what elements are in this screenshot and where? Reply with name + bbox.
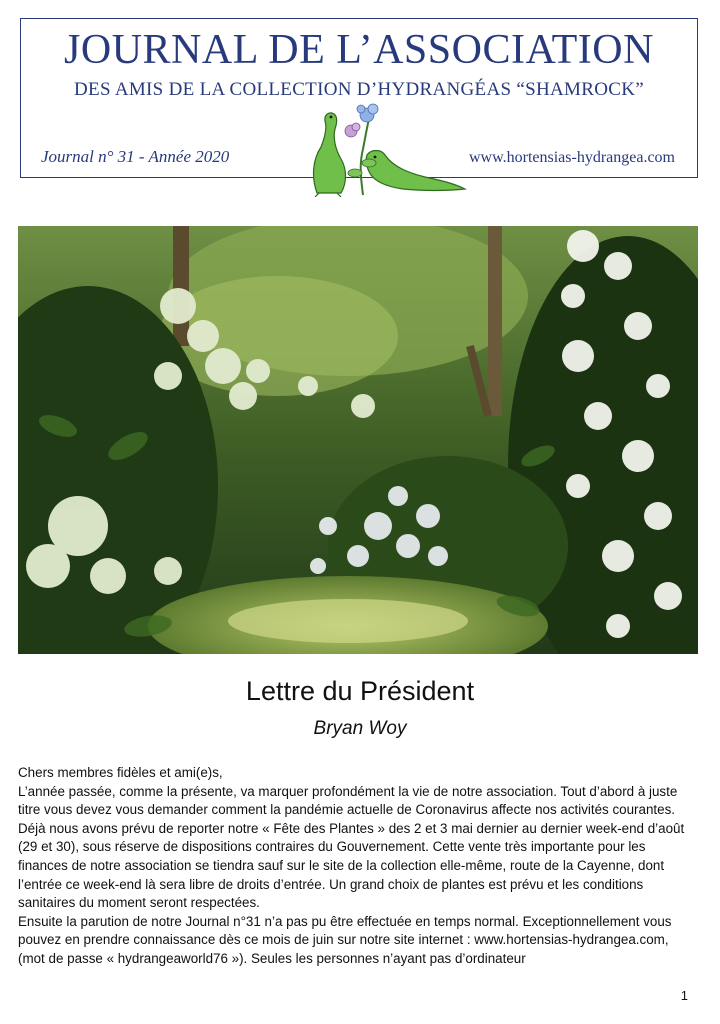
website-link[interactable]: www.hortensias-hydrangea.com (468, 149, 675, 166)
hydrangea-flower-icon (345, 104, 378, 195)
journal-title: JOURNAL DE L’ASSOCIATION (64, 27, 654, 73)
garden-photo (18, 226, 698, 654)
paragraph-journal: Ensuite la parution de notre Journal n°31 n’a pas pu être effectuée en temps normal. Exceptionnellement vous pouvez en prendre connaissance dès ce mois de juin sur notre site internet : www.hortensias-hydrangea.com, (mot de passe « hydrangeaworld76 »). Seules les personnes n’ayant pas d’ordinateur (18, 913, 672, 966)
masthead (20, 18, 698, 178)
issue-label: Journal n° 31 - Année 2020 (41, 147, 230, 166)
article-author: Bryan Woy (313, 718, 407, 739)
salutation: Chers membres fidèles et ami(e)s, (18, 765, 223, 780)
left-dinosaur-icon (314, 113, 346, 197)
right-dinosaur-icon (366, 151, 465, 191)
paragraph-events: L’année passée, comme la présente, va marquer profondément la vie de notre association. Tout d’abord à juste titre vous devez vous demander comment la pandémie actuelle de Coronavirus affecte nos activités courantes. Déjà nous avons prévu de reporter notre « Fête des Plantes » des 2 et 3 mai dernier au dernier week-end d’août (29 et 30), sous réserve de dispositions contraires du Gouvernement. Cette vente très importante pour les finances de notre association se tiendra sauf sur le site de la collection elle-même, route de la Cayenne, dont l’entrée ce week-end là sera libre de droits d’entrée. Un grand choix de plantes est prévu et les conditions sanitaires du moment seront respectées. (18, 783, 685, 911)
article-title: Lettre du Président (245, 676, 475, 706)
journal-subtitle: DES AMIS DE LA COLLECTION D’HYDRANGÉAS “SHAMROCK” (74, 79, 644, 100)
dinosaur-hydrangea-logo (297, 97, 467, 197)
article-body (18, 764, 698, 969)
page-number: 1 (680, 988, 688, 1003)
